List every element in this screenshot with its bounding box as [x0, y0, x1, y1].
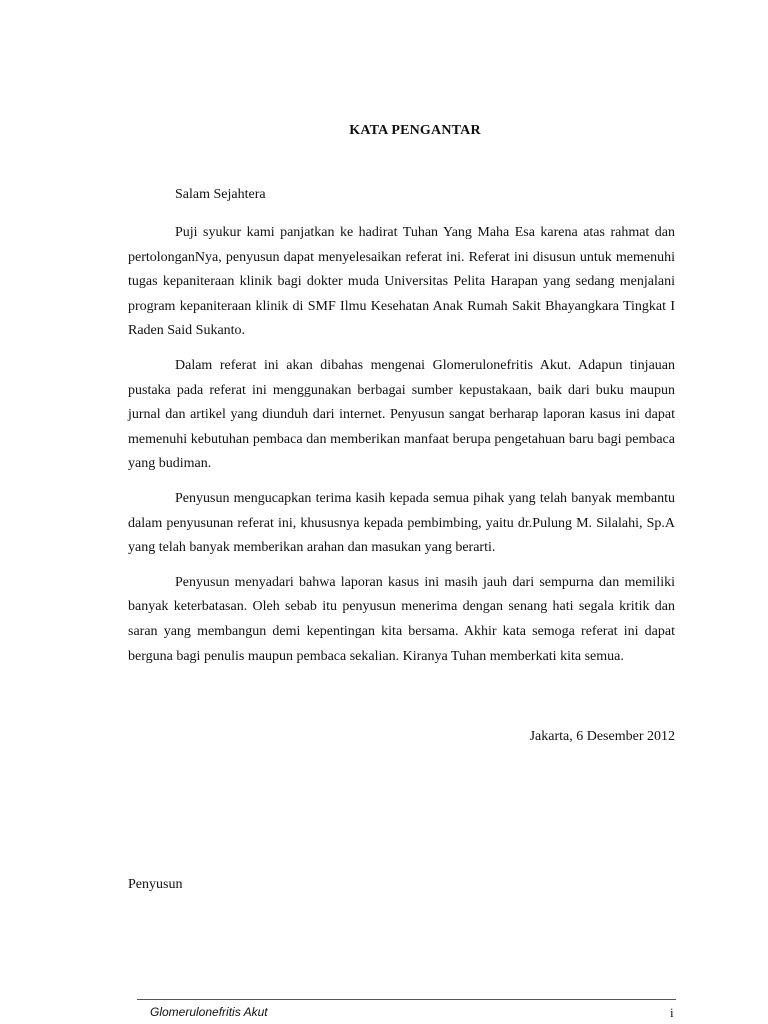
- place-date: Jakarta, 6 Desember 2012: [529, 729, 675, 744]
- page-title: KATA PENGANTAR: [349, 123, 481, 138]
- paragraph-3: Penyusun mengucapkan terima kasih kepada semua pihak yang telah banyak membantu dalam penyusunan referat ini, khususnya kepada pembimbing, yaitu dr.Pulung M. Silalahi, Sp.A yang telah banyak memberikan arahan dan masukan yang berarti.: [128, 490, 675, 556]
- paragraph-2: Dalam referat ini akan dibahas mengenai Glomerulonefritis Akut. Adapun tinjauan pustaka pada referat ini menggunakan berbagai sumber kepustakaan, baik dari buku maupun jurnal dan artikel yang diunduh dari internet. Penyusun sangat berharap laporan kasus ini dapat memenuhi kebutuhan pembaca dan memberikan manfaat berupa pengetahuan baru bagi pembaca yang budiman.: [128, 357, 675, 472]
- paragraph-4: Penyusun menyadari bahwa laporan kasus ini masih jauh dari sempurna dan memiliki banyak keterbatasan. Oleh sebab itu penyusun menerima dengan senang hati segala kritik dan saran yang membangun demi kepentingan kita bersama. Akhir kata semoga referat ini dapat berguna bagi penulis maupun pembaca sekalian. Kiranya Tuhan memberkati kita semua.: [128, 574, 675, 664]
- page-number: i: [670, 1005, 674, 1020]
- salutation: Salam Sejahtera: [175, 187, 266, 202]
- paragraph-1: Puji syukur kami panjatkan ke hadirat Tuhan Yang Maha Esa karena atas rahmat dan pertolonganNya, penyusun dapat menyelesaikan referat ini. Referat ini disusun untuk memenuhi tugas kepaniteraan klinik bagi dokter muda Universitas Pelita Harapan yang sedang menjalani program kepaniteraan klinik di SMF Ilmu Kesehatan Anak Rumah Sakit Bhayangkara Tingkat I Raden Said Sukanto.: [128, 225, 675, 339]
- body-text: [128, 221, 675, 679]
- signature: Penyusun: [128, 877, 183, 892]
- footer-title: Glomerulonefritis Akut: [150, 1005, 268, 1019]
- footer-divider: [137, 999, 676, 1000]
